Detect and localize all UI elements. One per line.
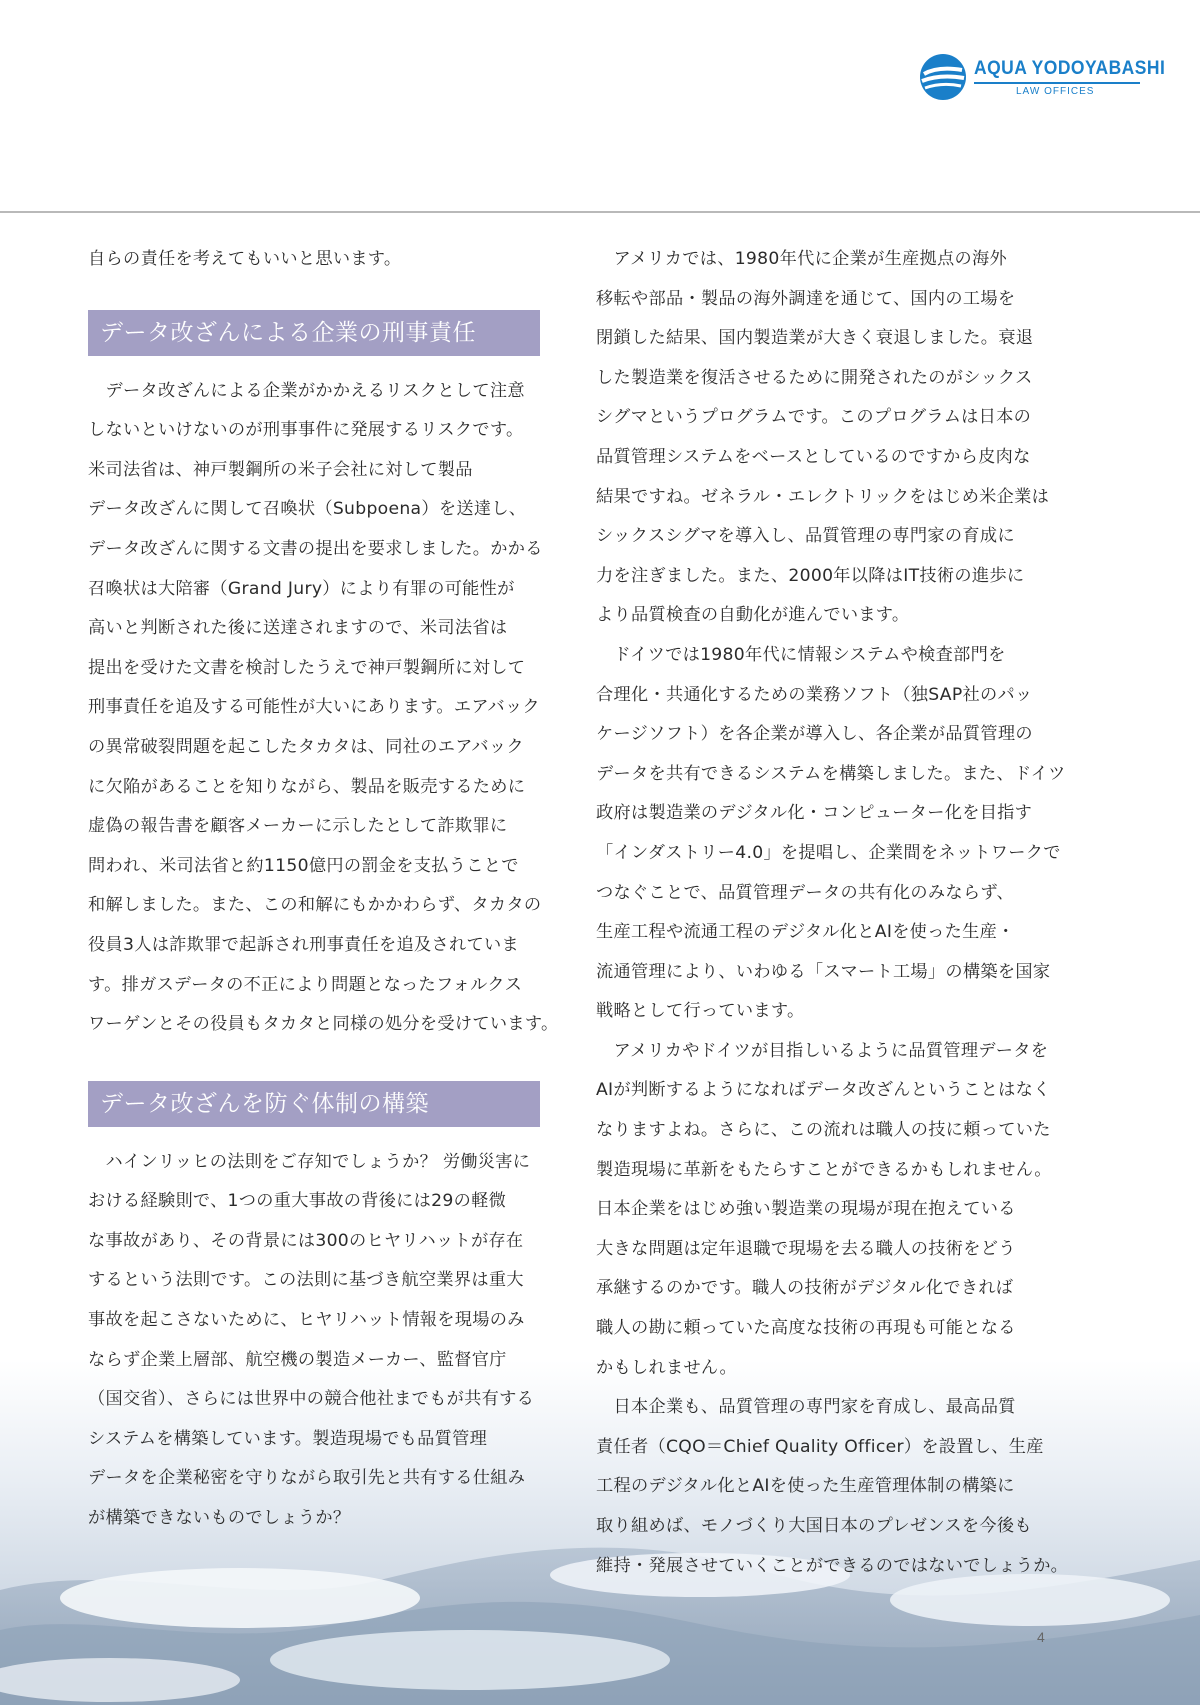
section-heading-criminal-liability: データ改ざんによる企業の刑事責任 bbox=[88, 310, 540, 356]
text-line: ワーゲンとその役員もタカタと同様の処分を受けています。 bbox=[88, 1014, 559, 1035]
text-line: 責任者（CQO＝Chief Quality Officer）を設置し、生産 bbox=[596, 1436, 1044, 1457]
text-line: ドイツでは1980年代に情報システムや検査部門を bbox=[596, 644, 1006, 665]
text-line: 流通管理により、いわゆる「スマート工場」の構築を国家 bbox=[596, 961, 1051, 982]
text-line: 品質管理システムをベースとしているのですから皮肉な bbox=[596, 446, 1031, 467]
right-column-body bbox=[596, 240, 1069, 1586]
text-line: ならず企業上層部、航空機の製造メーカー、監督官庁 bbox=[88, 1349, 507, 1370]
logo-subtitle: LAW OFFICES bbox=[1016, 86, 1095, 97]
text-line: より品質検査の自動化が進んでいます。 bbox=[596, 605, 910, 626]
text-line: シックスシグマを導入し、品質管理の専門家の育成に bbox=[596, 526, 1015, 547]
text-line: 提出を受けた文書を検討したうえで神戸製鋼所に対して bbox=[88, 657, 526, 678]
text-line: 虚偽の報告書を顧客メーカーに示したとして詐欺罪に bbox=[88, 816, 508, 837]
text-line: 役員3人は詐欺罪で起訴され刑事責任を追及されていま bbox=[88, 934, 519, 955]
text-line: す。排ガスデータの不正により問題となったフォルクス bbox=[88, 974, 523, 995]
text-line: 大きな問題は定年退職で現場を去る職人の技術をどう bbox=[596, 1238, 1016, 1259]
text-line: 製造現場に革新をもたらすことができるかもしれません。 bbox=[596, 1159, 1052, 1180]
text-line: 召喚状は大陪審（Grand Jury）により有罪の可能性が bbox=[88, 578, 515, 599]
text-line: データ改ざんによる企業がかかえるリスクとして注意 bbox=[88, 380, 525, 401]
text-line: 日本企業をはじめ強い製造業の現場が現在抱えている bbox=[596, 1199, 1016, 1220]
text-line: に欠陥があることを知りながら、製品を販売するために bbox=[88, 776, 526, 797]
text-line: 和解しました。また、この和解にもかかわらず、タカタの bbox=[88, 895, 542, 916]
text-line: 事故を起こさないために、ヒヤリハット情報を現場のみ bbox=[88, 1310, 525, 1331]
text-line: （国交省）、さらには世界中の競合他社までもが共有する bbox=[88, 1389, 535, 1410]
text-line: 「インダストリー4.0」を提唱し、企業間をネットワークで bbox=[596, 842, 1061, 863]
page-header bbox=[0, 0, 1200, 212]
right-column bbox=[596, 240, 1069, 1586]
text-line: 政府は製造業のデジタル化・コンピューター化を目指す bbox=[596, 803, 1033, 824]
logo-name: AQUA YODOYABASHI bbox=[974, 58, 1166, 79]
text-line: データ改ざんに関して召喚状（Subpoena）を送達し、 bbox=[88, 499, 527, 520]
header-rule bbox=[0, 211, 1200, 213]
text-line: つなぐことで、品質管理データの共有化のみならず、 bbox=[596, 882, 1014, 903]
text-line: 米司法省は、神戸製鋼所の米子会社に対して製品 bbox=[88, 459, 473, 480]
text-line: 取り組めば、モノづくり大国日本のプレゼンスを今後も bbox=[596, 1516, 1032, 1536]
text-line: しないといけないのが刑事事件に発展するリスクです。 bbox=[88, 420, 524, 441]
text-line: 維持・発展させていくことができるのではないでしょうか。 bbox=[596, 1555, 1069, 1576]
text-line: アメリカやドイツが目指しいるように品質管理データを bbox=[596, 1040, 1049, 1061]
left-column bbox=[88, 240, 559, 1539]
text-line: かもしれません。 bbox=[596, 1357, 737, 1378]
text-line: 工程のデジタル化とAIを使った生産管理体制の構築に bbox=[596, 1476, 1015, 1497]
text-line: データを共有できるシステムを構築しました。また、ドイツ bbox=[596, 763, 1066, 784]
wave-logo-icon bbox=[918, 52, 968, 102]
text-line: の異常破裂問題を起こしたタカタは、同社のエアバック bbox=[88, 736, 524, 757]
page-number: 4 bbox=[1037, 1629, 1045, 1645]
company-logo bbox=[918, 52, 1166, 102]
text-line: 生産工程や流通工程のデジタル化とAIを使った生産・ bbox=[596, 922, 1015, 943]
text-line: 承継するのかです。職人の技術がデジタル化できれば bbox=[596, 1278, 1014, 1299]
text-line: なりますよね。さらに、この流れは職人の技に頼っていた bbox=[596, 1120, 1051, 1141]
text-line: 職人の勘に頼っていた高度な技術の再現も可能となる bbox=[596, 1318, 1016, 1339]
text-line: 問われ、米司法省と約1150億円の罰金を支払うことで bbox=[88, 855, 519, 876]
text-line: アメリカでは、1980年代に企業が生産拠点の海外 bbox=[596, 249, 1007, 269]
text-line: 閉鎖した結果、国内製造業が大きく衰退しました。衰退 bbox=[596, 328, 1034, 349]
text-line: 戦略として行っています。 bbox=[596, 1001, 805, 1022]
section2-body bbox=[88, 1143, 543, 1539]
text-line: AIが判断するようになればデータ改ざんということはなく bbox=[596, 1080, 1051, 1101]
text-line: ハインリッヒの法則をご存知でしょうか？ 労働災害に bbox=[88, 1151, 531, 1172]
text-line: 合理化・共通化するための業務ソフト（独SAP社のパッ bbox=[596, 684, 1033, 705]
text-line: 結果ですね。ゼネラル・エレクトリックをはじめ米企業は bbox=[596, 486, 1050, 507]
logo-divider bbox=[974, 82, 1140, 84]
intro-line: 自らの責任を考えてもいいと思います。 bbox=[88, 249, 402, 269]
text-line: するという法則です。この法則に基づき航空業界は重大 bbox=[88, 1270, 524, 1291]
text-line: が構築できないものでしょうか？ bbox=[88, 1508, 351, 1529]
text-line: 移転や部品・製品の海外調達を通じて、国内の工場を bbox=[596, 288, 1016, 309]
section1-body bbox=[88, 372, 559, 1045]
text-line: な事故があり、その背景には300のヒヤリハットが存在 bbox=[88, 1230, 524, 1251]
text-line: おける経験則で、1つの重大事故の背後には29の軽微 bbox=[88, 1191, 507, 1212]
text-line: シグマというプログラムです。このプログラムは日本の bbox=[596, 407, 1032, 428]
text-line: 日本企業も、品質管理の専門家を育成し、最高品質 bbox=[596, 1397, 1016, 1418]
text-line: ケージソフト）を各企業が導入し、各企業が品質管理の bbox=[596, 724, 1033, 745]
text-line: 力を注ぎました。また、2000年以降はIT技術の進歩に bbox=[596, 565, 1025, 586]
text-line: した製造業を復活させるために開発されたのがシックス bbox=[596, 367, 1033, 388]
section-heading-prevention: データ改ざんを防ぐ体制の構築 bbox=[88, 1081, 540, 1127]
text-line: システムを構築しています。製造現場でも品質管理 bbox=[88, 1428, 488, 1449]
text-line: 高いと判断された後に送達されますので、米司法省は bbox=[88, 618, 508, 639]
text-line: 刑事責任を追及する可能性が大いにあります。エアバック bbox=[88, 697, 540, 718]
text-line: データを企業秘密を守りながら取引先と共有する仕組み bbox=[88, 1468, 526, 1489]
text-line: データ改ざんに関する文書の提出を要求しました。かかる bbox=[88, 538, 543, 559]
